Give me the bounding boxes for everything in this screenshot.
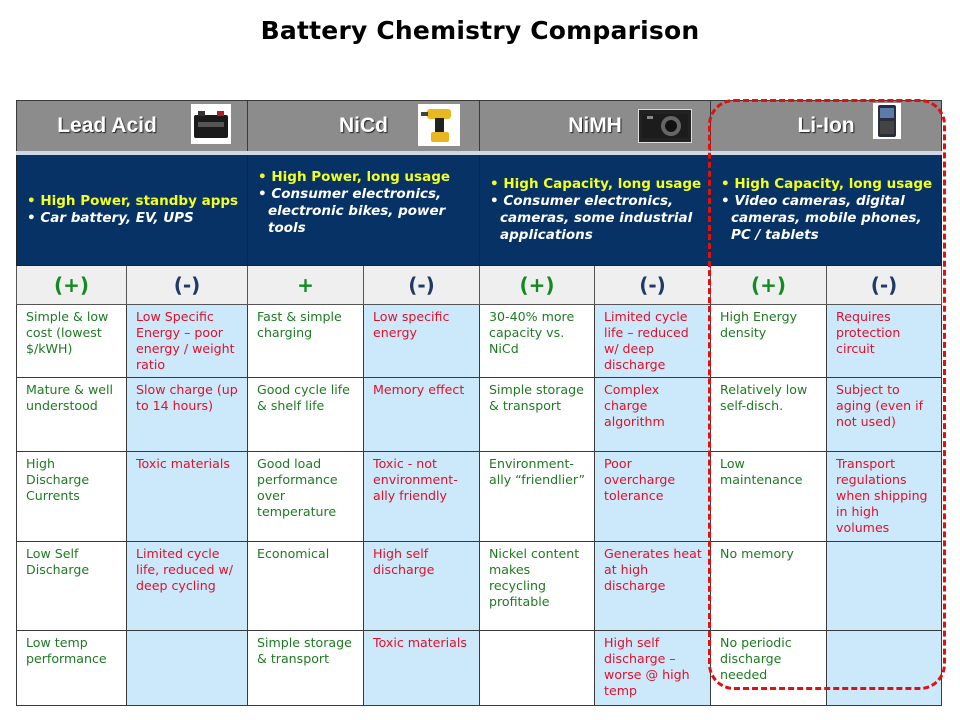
cons-label: (-) <box>827 266 942 305</box>
table-row <box>17 378 942 452</box>
con-cell: Transport regulations when shipping in high volumes <box>827 452 942 542</box>
pro-cell: Good cycle life & shelf life <box>248 378 364 452</box>
pro-cell <box>480 631 595 706</box>
pro-cell: Good load performance over temperature <box>248 452 364 542</box>
con-cell: Subject to aging (even if not used) <box>827 378 942 452</box>
highlight-bullet: • High Capacity, long usage <box>490 176 702 193</box>
table-row <box>17 631 942 706</box>
pro-cell: Simple storage & transport <box>248 631 364 706</box>
con-cell: High self discharge <box>364 542 480 631</box>
con-cell: Limited cycle life, reduced w/ deep cycling <box>127 542 248 631</box>
pros-label: (+) <box>480 266 595 305</box>
pro-cell: Simple & low cost (lowest $/kWH) <box>17 305 127 378</box>
con-cell: Low specific energy <box>364 305 480 378</box>
pro-cell: No memory <box>711 542 827 631</box>
uses-bullet: • Consumer electronics, electronic bikes, power tools <box>258 186 471 237</box>
chemistry-name: Lead Acid <box>57 114 157 137</box>
pro-cell: High Energy density <box>711 305 827 378</box>
chemistry-name: NiCd <box>339 114 389 137</box>
description-li-ion <box>711 153 942 266</box>
highlight-bullet: • High Power, long usage <box>258 169 471 186</box>
con-cell <box>827 542 942 631</box>
header-nicd <box>248 101 480 154</box>
uses-bullet: • Video cameras, digital cameras, mobile phones, PC / tablets <box>721 193 933 244</box>
pro-cell: Fast & simple charging <box>248 305 364 378</box>
con-cell: Memory effect <box>364 378 480 452</box>
pro-cell: Simple storage & transport <box>480 378 595 452</box>
pro-cell: High Discharge Currents <box>17 452 127 542</box>
uses-bullet: • Car battery, EV, UPS <box>27 210 239 227</box>
pro-cell: Relatively low self-disch. <box>711 378 827 452</box>
chemistry-name: Li-Ion <box>797 114 855 137</box>
table-row <box>17 305 942 378</box>
con-cell: Toxic materials <box>127 452 248 542</box>
description-lead-acid <box>17 153 248 266</box>
highlight-bullet: • High Capacity, long usage <box>721 176 933 193</box>
power-drill-icon <box>418 104 460 146</box>
pros-label: (+) <box>17 266 127 305</box>
con-cell: Poor overcharge tolerance <box>595 452 711 542</box>
con-cell <box>127 631 248 706</box>
cons-label: (-) <box>595 266 711 305</box>
pros-label: + <box>248 266 364 305</box>
con-cell: Low Specific Energy – poor energy / weight ratio <box>127 305 248 378</box>
pro-cell: 30-40% more capacity vs. NiCd <box>480 305 595 378</box>
con-cell: Toxic materials <box>364 631 480 706</box>
chemistry-name: NiMH <box>568 114 622 137</box>
uses-bullet: • Consumer electronics, cameras, some industrial applications <box>490 193 702 244</box>
comparison-table <box>16 100 942 706</box>
table-row <box>17 452 942 542</box>
digital-camera-icon <box>638 109 692 143</box>
con-cell: High self discharge – worse @ high temp <box>595 631 711 706</box>
header-lead-acid <box>17 101 248 154</box>
pro-cell: Low Self Discharge <box>17 542 127 631</box>
highlight-bullet: • High Power, standby apps <box>27 193 239 210</box>
con-cell: Slow charge (up to 14 hours) <box>127 378 248 452</box>
car-battery-icon <box>191 104 231 144</box>
pro-cell: No periodic discharge needed <box>711 631 827 706</box>
header-row <box>17 101 942 154</box>
pro-cell: Nickel content makes recycling profitable <box>480 542 595 631</box>
pro-cell: Environment-ally “friendlier” <box>480 452 595 542</box>
pro-cell: Mature & well understood <box>17 378 127 452</box>
con-cell: Limited cycle life – reduced w/ deep discharge <box>595 305 711 378</box>
con-cell: Generates heat at high discharge <box>595 542 711 631</box>
con-cell: Complex charge algorithm <box>595 378 711 452</box>
mobile-phone-icon <box>873 103 901 139</box>
pros-cons-header-row <box>17 266 942 305</box>
con-cell <box>827 631 942 706</box>
pros-label: (+) <box>711 266 827 305</box>
header-li-ion <box>711 101 942 154</box>
page-title: Battery Chemistry Comparison <box>260 16 700 45</box>
pro-cell: Low temp performance <box>17 631 127 706</box>
con-cell: Toxic - not environment-ally friendly <box>364 452 480 542</box>
pro-cell: Low maintenance <box>711 452 827 542</box>
cons-label: (-) <box>364 266 480 305</box>
description-nimh <box>480 153 711 266</box>
description-nicd <box>248 153 480 266</box>
header-nimh <box>480 101 711 154</box>
pro-cell: Economical <box>248 542 364 631</box>
description-row <box>17 153 942 266</box>
cons-label: (-) <box>127 266 248 305</box>
table-row <box>17 542 942 631</box>
con-cell: Requires protection circuit <box>827 305 942 378</box>
